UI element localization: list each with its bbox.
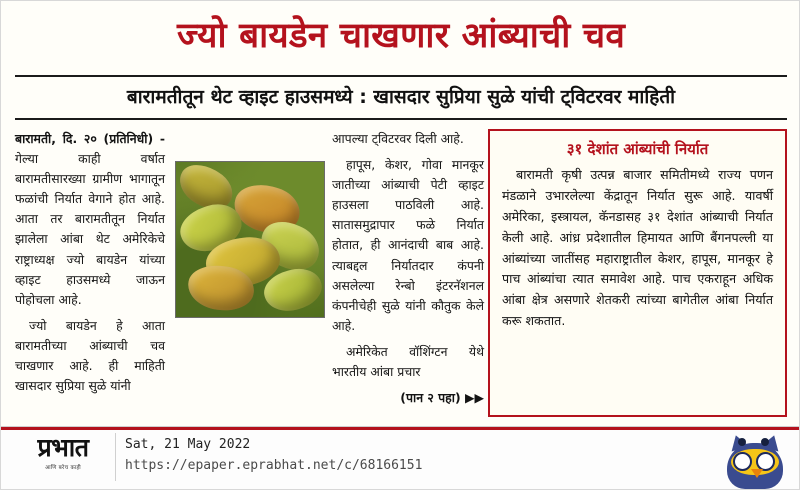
- publication-date: Sat, 21 May 2022: [125, 437, 251, 452]
- owl-mascot-icon: [723, 433, 787, 489]
- owl-pupil-left: [738, 438, 746, 446]
- mango-photo: [175, 161, 325, 318]
- sidebar-box-body: बारामती कृषी उत्पन्न बाजार समितीमध्ये राज्य पणन मंडळाने उभारलेल्या केंद्रातून निर्यात सुरू आहे. यावर्षी अमेरिका, इस्त्रायल, कॅनडासह ३१ देशांत आंब्याची निर्यात केली आहे. आंध्र प्रदेशातील हिमायत आणि बैंगनपल्ली या आंब्यांच्या जातींसह महाराष्ट्रातील केशर, हापूस, मानकूर हे पाच आंब्यांचा त्यात समावेश आहे. पाच एकराहून अधिक आंबा क्षेत्र असणारे शेतकरी त्यांच्या बागेतील आंबा निर्यात करू शकतात.: [502, 167, 773, 329]
- column-one-para-1: गेल्या काही वर्षात बारामतीसारख्या ग्रामीण भागातून फळांची निर्यात वेगाने होत आहे. आता तर बारामतीतून निर्यात झालेला आंबा थेट अमेरिकेचे राष्ट्राध्यक्ष ज्यो बायडेन यांच्या व्हाइट हाउसमध्ये जाऊन पोहोचला आहे.: [15, 151, 165, 307]
- owl-pupil-right: [761, 438, 769, 446]
- footer-divider: [115, 433, 116, 481]
- column-two-para-3: अमेरिकेत वॉशिंग्टन येथे भारतीय आंबा प्रचार: [332, 343, 484, 380]
- footer-bar: [1, 426, 800, 489]
- sidebar-box: [488, 129, 787, 417]
- column-two-para-2: हापूस, केशर, गोवा मानकूर जातीच्या आंब्याची पेटी व्हाइट हाउसला पाठविली आहे. सातासमुद्रापार फळे निर्यात होतात, ही आनंदाची बाब आहे. त्याबद्दल निर्यातदार कंपनी असलेल्या रेन्बो इंटरनॅशनल कंपनीचेही सुळे यांनी कौतुक केले आहे.: [332, 157, 484, 333]
- owl-beak: [751, 469, 763, 478]
- column-two-para-1: आपल्या ट्विटरवर दिली आहे.: [332, 131, 464, 146]
- column-one-para-2: ज्यो बायडेन हे आता बारामतीच्या आंब्याची चव चाखणार आहे. ही माहिती खासदार सुप्रिया सुळे यांनी: [15, 317, 165, 394]
- owl-eye-left: [733, 452, 752, 471]
- column-two: [332, 129, 484, 414]
- dateline-paragraph: [15, 129, 165, 310]
- footer-accent-line: [1, 427, 800, 430]
- masthead-logo: [13, 435, 113, 471]
- subheadline: बारामतीतून थेट व्हाइट हाउसमध्ये : खासदार सुप्रिया सुळे यांची ट्विटरवर माहिती: [126, 86, 676, 108]
- page-title: ज्यो बायडेन चाखणार आंब्याची चव: [176, 16, 626, 56]
- divider-middle: [15, 118, 787, 120]
- dateline: बारामती, दि. २० (प्रतिनिधी) -: [15, 131, 165, 146]
- sidebar-box-title: ३१ देशांत आंब्यांची निर्यात: [566, 140, 709, 158]
- headline-block: [15, 17, 787, 56]
- divider-top: [15, 75, 787, 77]
- masthead-tagline: आणि बरेच काही: [44, 465, 82, 471]
- masthead-word: प्रभात: [37, 433, 89, 462]
- source-url[interactable]: https://epaper.eprabhat.net/c/68166151: [125, 458, 423, 473]
- continued-marker[interactable]: (पान २ पहा) ▶▶: [400, 390, 484, 406]
- column-one: [15, 129, 165, 402]
